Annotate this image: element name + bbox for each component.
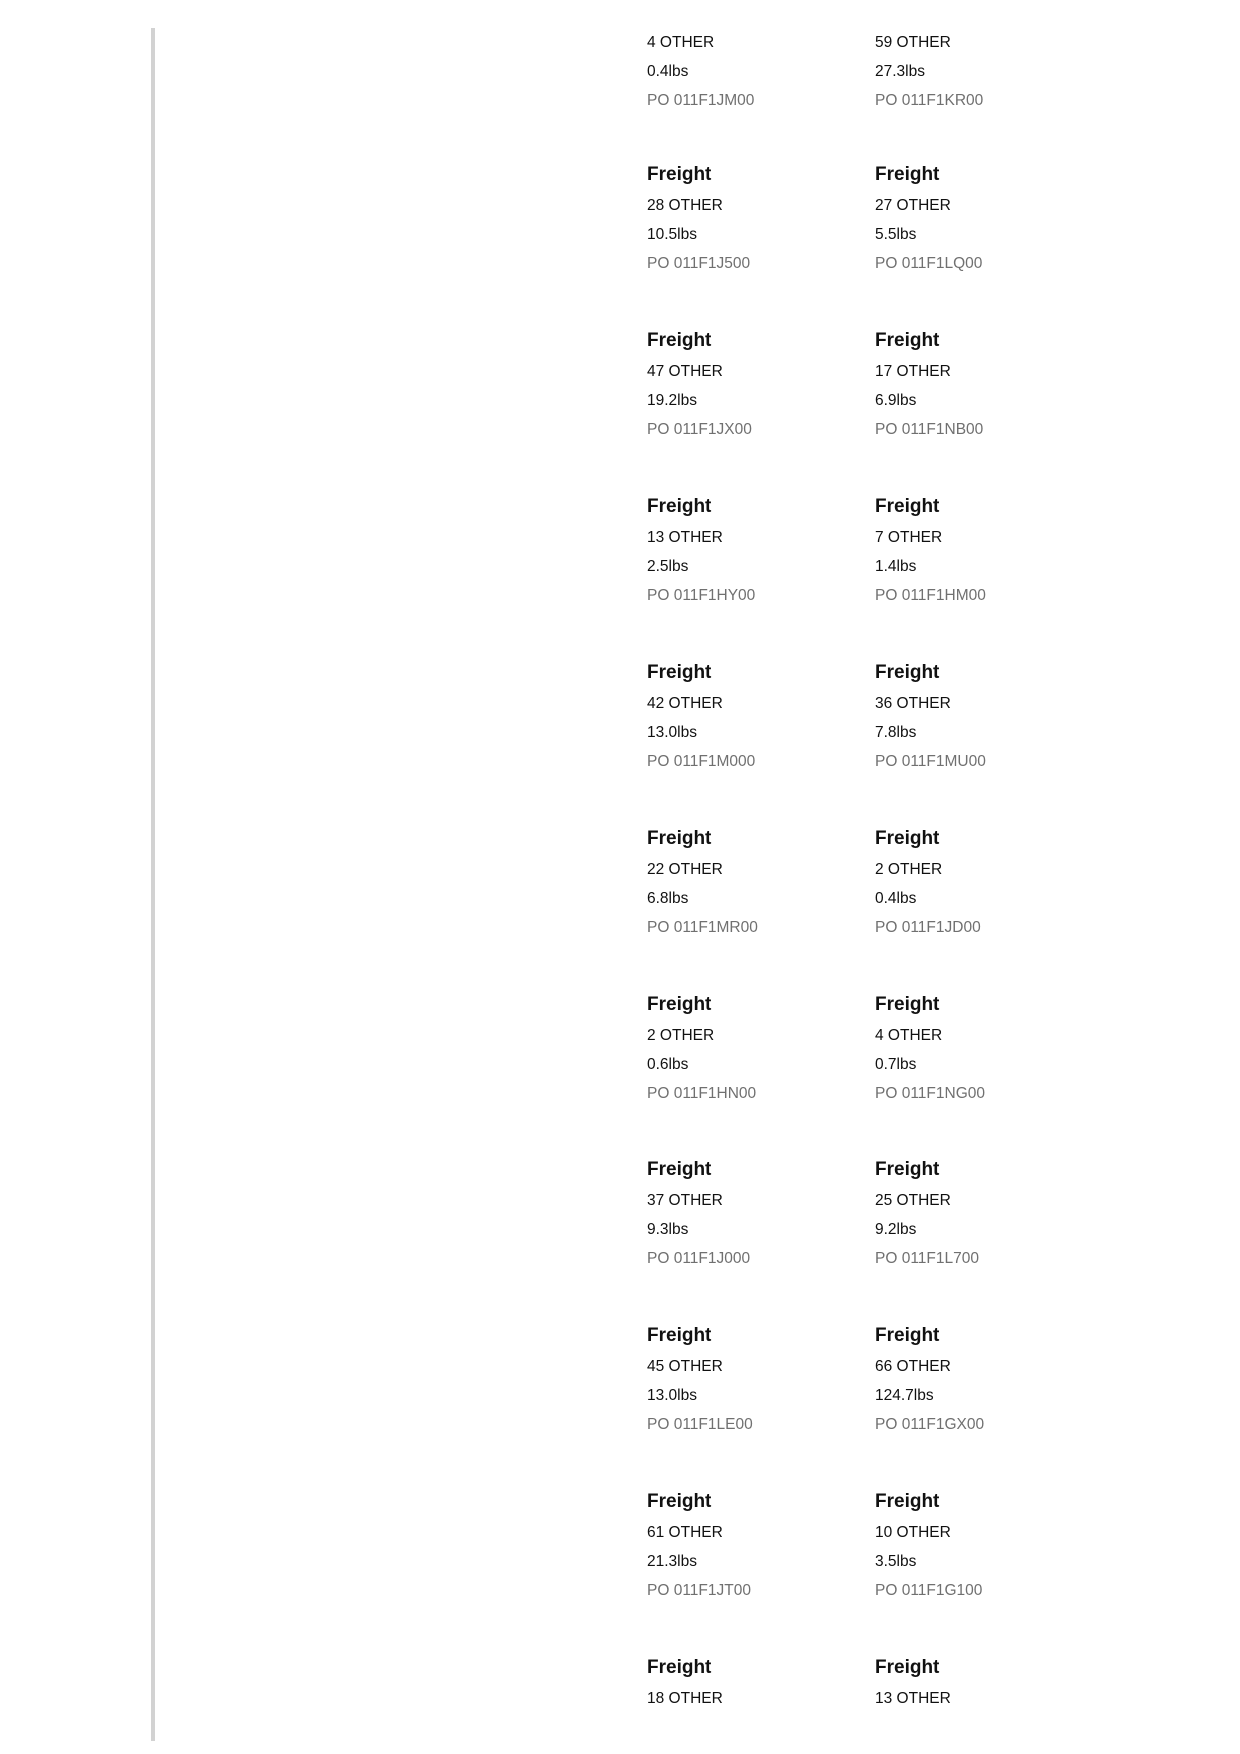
shipment-quantity: 7 OTHER bbox=[875, 529, 943, 546]
shipment-weight: 1.4lbs bbox=[875, 558, 917, 575]
shipment-title: Freight bbox=[875, 994, 940, 1015]
shipment-weight: 10.5lbs bbox=[647, 226, 697, 243]
shipment-quantity: 10 OTHER bbox=[875, 1524, 951, 1541]
shipment-weight: 5.5lbs bbox=[875, 226, 917, 243]
shipment-title: Freight bbox=[875, 496, 940, 517]
shipment-title: Freight bbox=[875, 1491, 940, 1512]
shipment-title: Freight bbox=[875, 1657, 940, 1678]
shipment-quantity: 42 OTHER bbox=[647, 695, 723, 712]
shipment-po-number: PO 011F1MR00 bbox=[647, 919, 758, 936]
shipment-quantity: 2 OTHER bbox=[647, 1027, 715, 1044]
shipment-weight: 7.8lbs bbox=[875, 724, 917, 741]
shipment-quantity: 37 OTHER bbox=[647, 1192, 723, 1209]
shipment-quantity: 66 OTHER bbox=[875, 1358, 951, 1375]
shipment-weight: 9.2lbs bbox=[875, 1221, 917, 1238]
shipment-po-number: PO 011F1HM00 bbox=[875, 587, 986, 604]
shipment-title: Freight bbox=[647, 828, 712, 849]
shipment-weight: 0.4lbs bbox=[875, 890, 917, 907]
shipment-po-number: PO 011F1HN00 bbox=[647, 1085, 757, 1102]
shipment-po-number: PO 011F1JD00 bbox=[875, 919, 981, 936]
shipment-quantity: 2 OTHER bbox=[875, 861, 943, 878]
shipment-po-number: PO 011F1J500 bbox=[647, 255, 751, 272]
shipment-title: Freight bbox=[647, 994, 712, 1015]
shipment-weight: 0.7lbs bbox=[875, 1056, 917, 1073]
shipment-weight: 0.6lbs bbox=[647, 1056, 689, 1073]
shipment-title: Freight bbox=[647, 496, 712, 517]
shipment-po-number: PO 011F1GX00 bbox=[875, 1416, 985, 1433]
shipment-po-number: PO 011F1M000 bbox=[647, 753, 756, 770]
shipment-title: Freight bbox=[647, 1491, 712, 1512]
shipment-quantity: 28 OTHER bbox=[647, 197, 723, 214]
shipment-quantity: 22 OTHER bbox=[647, 861, 723, 878]
shipment-po-number: PO 011F1J000 bbox=[647, 1250, 751, 1267]
shipment-weight: 6.9lbs bbox=[875, 392, 917, 409]
shipment-title: Freight bbox=[875, 164, 940, 185]
shipment-po-number: PO 011F1LQ00 bbox=[875, 255, 983, 272]
shipment-quantity: 47 OTHER bbox=[647, 363, 723, 380]
shipment-quantity: 18 OTHER bbox=[647, 1690, 723, 1707]
shipment-po-number: PO 011F1L700 bbox=[875, 1250, 979, 1267]
shipment-title: Freight bbox=[647, 1657, 712, 1678]
shipment-po-number: PO 011F1HY00 bbox=[647, 587, 756, 604]
shipment-weight: 21.3lbs bbox=[647, 1553, 697, 1570]
shipment-quantity: 61 OTHER bbox=[647, 1524, 723, 1541]
shipment-po-number: PO 011F1LE00 bbox=[647, 1416, 753, 1433]
shipment-quantity: 36 OTHER bbox=[875, 695, 951, 712]
shipment-title: Freight bbox=[875, 330, 940, 351]
shipment-title: Freight bbox=[875, 828, 940, 849]
shipment-title: Freight bbox=[875, 1159, 940, 1180]
shipment-po-number: PO 011F1NB00 bbox=[875, 421, 984, 438]
shipment-po-number: PO 011F1JM00 bbox=[647, 92, 755, 109]
shipment-weight: 2.5lbs bbox=[647, 558, 689, 575]
shipment-po-number: PO 011F1NG00 bbox=[875, 1085, 985, 1102]
shipment-quantity: 13 OTHER bbox=[647, 529, 723, 546]
shipment-quantity: 25 OTHER bbox=[875, 1192, 951, 1209]
shipment-weight: 3.5lbs bbox=[875, 1553, 917, 1570]
shipment-weight: 27.3lbs bbox=[875, 63, 925, 80]
shipment-title: Freight bbox=[647, 1325, 712, 1346]
shipment-quantity: 13 OTHER bbox=[875, 1690, 951, 1707]
shipment-po-number: PO 011F1MU00 bbox=[875, 753, 986, 770]
shipment-title: Freight bbox=[647, 1159, 712, 1180]
shipment-title: Freight bbox=[647, 330, 712, 351]
shipment-quantity: 59 OTHER bbox=[875, 34, 951, 51]
shipment-po-number: PO 011F1JT00 bbox=[647, 1582, 751, 1599]
shipment-weight: 13.0lbs bbox=[647, 1387, 697, 1404]
shipment-title: Freight bbox=[647, 662, 712, 683]
shipment-quantity: 27 OTHER bbox=[875, 197, 951, 214]
shipment-weight: 19.2lbs bbox=[647, 392, 697, 409]
shipment-weight: 124.7lbs bbox=[875, 1387, 934, 1404]
shipment-quantity: 4 OTHER bbox=[875, 1027, 943, 1044]
shipment-quantity: 4 OTHER bbox=[647, 34, 715, 51]
shipment-quantity: 17 OTHER bbox=[875, 363, 951, 380]
shipment-quantity: 45 OTHER bbox=[647, 1358, 723, 1375]
shipment-weight: 13.0lbs bbox=[647, 724, 697, 741]
shipment-po-number: PO 011F1G100 bbox=[875, 1582, 983, 1599]
shipment-title: Freight bbox=[875, 662, 940, 683]
shipment-weight: 6.8lbs bbox=[647, 890, 689, 907]
shipment-weight: 9.3lbs bbox=[647, 1221, 689, 1238]
shipment-title: Freight bbox=[647, 164, 712, 185]
shipment-po-number: PO 011F1JX00 bbox=[647, 421, 752, 438]
shipment-weight: 0.4lbs bbox=[647, 63, 689, 80]
shipment-title: Freight bbox=[875, 1325, 940, 1346]
shipment-po-number: PO 011F1KR00 bbox=[875, 92, 984, 109]
page-left-rule bbox=[151, 28, 155, 1741]
